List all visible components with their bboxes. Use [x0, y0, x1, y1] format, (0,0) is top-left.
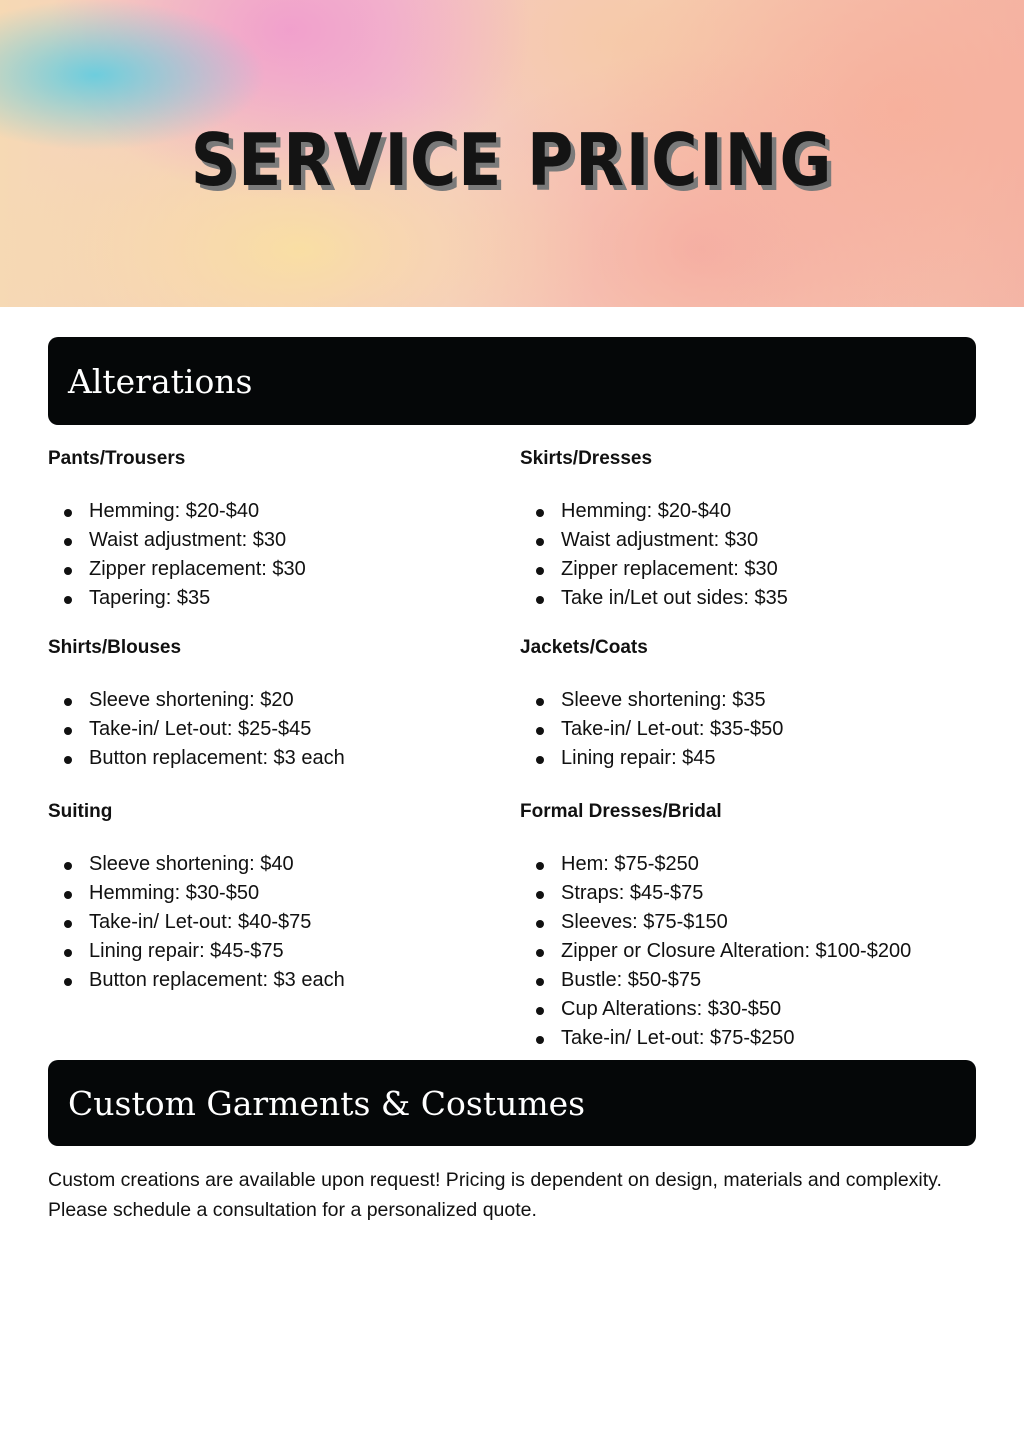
category-formal-dresses-bridal	[520, 800, 960, 1053]
price-item: Lining repair: $45	[520, 744, 960, 773]
bullet-icon	[536, 538, 544, 546]
bullet-icon	[536, 862, 544, 870]
category-title: Shirts/Blouses	[48, 637, 182, 658]
price-item: Hem: $75-$250	[520, 850, 960, 879]
price-item: Take-in/ Let-out: $25-$45	[48, 715, 488, 744]
price-item: Zipper replacement: $30	[520, 555, 960, 584]
bullet-icon	[64, 509, 72, 517]
price-item: Bustle: $50-$75	[520, 966, 960, 995]
price-item: Waist adjustment: $30	[48, 526, 488, 555]
custom-description: Custom creations are available upon request! Pricing is dependent on design, materials and complexity. Please schedule a consultation for a personalized quote.	[48, 1169, 942, 1221]
category-title: Suiting	[48, 801, 113, 822]
bullet-icon	[536, 1007, 544, 1015]
price-item: Hemming: $30-$50	[48, 879, 488, 908]
price-item: Button replacement: $3 each	[48, 966, 488, 995]
price-item: Button replacement: $3 each	[48, 744, 488, 773]
bullet-icon	[64, 756, 72, 764]
price-item: Hemming: $20-$40	[520, 497, 960, 526]
bullet-icon	[64, 978, 72, 986]
category-title: Skirts/Dresses	[520, 448, 653, 469]
custom-heading-bar	[48, 1060, 976, 1146]
price-item: Zipper replacement: $30	[48, 555, 488, 584]
price-item: Sleeve shortening: $20	[48, 686, 488, 715]
price-item: Cup Alterations: $30-$50	[520, 995, 960, 1024]
custom-heading: Custom Garments & Costumes	[68, 1083, 586, 1123]
price-item: Zipper or Closure Alteration: $100-$200	[520, 937, 960, 966]
price-item: Take-in/ Let-out: $35-$50	[520, 715, 960, 744]
bullet-icon	[64, 891, 72, 899]
price-item: Take-in/ Let-out: $75-$250	[520, 1024, 960, 1053]
bullet-icon	[64, 727, 72, 735]
page-title: SERVICE PRICING	[190, 118, 834, 202]
bullet-icon	[536, 509, 544, 517]
bullet-icon	[64, 538, 72, 546]
bullet-icon	[64, 567, 72, 575]
category-skirts-dresses	[520, 447, 960, 613]
bullet-icon	[536, 596, 544, 604]
bullet-icon	[64, 698, 72, 706]
bullet-icon	[64, 920, 72, 928]
bullet-icon	[536, 727, 544, 735]
price-item: Lining repair: $45-$75	[48, 937, 488, 966]
category-title: Jackets/Coats	[520, 637, 648, 658]
price-item: Take-in/ Let-out: $40-$75	[48, 908, 488, 937]
bullet-icon	[536, 891, 544, 899]
bullet-icon	[536, 920, 544, 928]
alterations-left-column	[48, 447, 488, 1018]
bullet-icon	[64, 862, 72, 870]
category-shirts-blouses	[48, 636, 488, 773]
price-item: Sleeves: $75-$150	[520, 908, 960, 937]
bullet-icon	[64, 949, 72, 957]
alterations-heading-bar	[48, 337, 976, 425]
category-jackets-coats	[520, 636, 960, 773]
price-item: Take in/Let out sides: $35	[520, 584, 960, 613]
alterations-right-column	[520, 447, 960, 1076]
price-item: Hemming: $20-$40	[48, 497, 488, 526]
price-item: Sleeve shortening: $35	[520, 686, 960, 715]
bullet-icon	[536, 949, 544, 957]
category-title: Formal Dresses/Bridal	[520, 801, 722, 822]
bullet-icon	[536, 567, 544, 575]
bullet-icon	[64, 596, 72, 604]
category-suiting	[48, 800, 488, 995]
category-pants-trousers	[48, 447, 488, 613]
bullet-icon	[536, 1036, 544, 1044]
price-item: Waist adjustment: $30	[520, 526, 960, 555]
header-banner	[0, 0, 1024, 307]
bullet-icon	[536, 756, 544, 764]
bullet-icon	[536, 978, 544, 986]
bullet-icon	[536, 698, 544, 706]
price-item: Tapering: $35	[48, 584, 488, 613]
price-item: Straps: $45-$75	[520, 879, 960, 908]
price-item: Sleeve shortening: $40	[48, 850, 488, 879]
alterations-heading: Alterations	[68, 361, 253, 401]
category-title: Pants/Trousers	[48, 448, 186, 469]
